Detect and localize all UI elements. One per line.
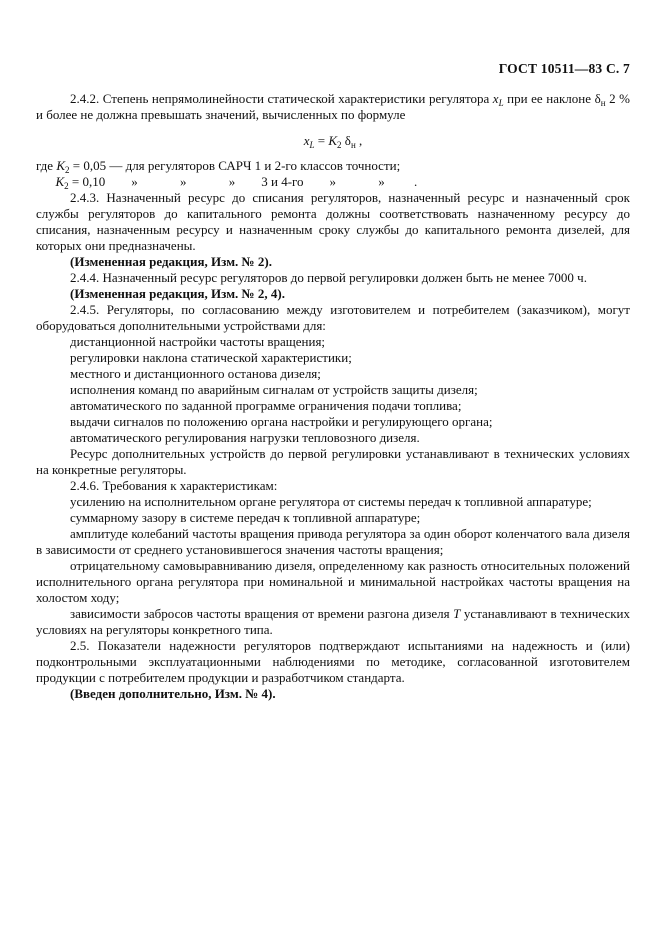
text-run: (Измененная редакция, Изм. № 2, 4).	[70, 286, 285, 301]
text-run: н	[350, 140, 356, 150]
text-run: 2.4.2. Степень непрямолинейности статической характеристики регулятора	[70, 91, 493, 106]
paragraph	[36, 334, 630, 350]
text-run: автоматического по заданной программе ограничения подачи топлива;	[70, 398, 462, 413]
text-run: x	[303, 133, 310, 148]
text-run: зависимости забросов частоты вращения от времени разгона дизеля	[70, 606, 454, 621]
paragraph	[36, 638, 630, 686]
text-run: при ее наклоне	[503, 91, 595, 106]
text-run: исполнения команд по аварийным сигналам от устройств защиты дизеля;	[70, 382, 478, 397]
text-run: усилению на исполнительном органе регулятора от системы передач к топливной аппаратуре;	[70, 494, 592, 509]
page-header: ГОСТ 10511—83 С. 7	[498, 61, 630, 76]
document-body	[36, 91, 630, 702]
paragraph	[36, 270, 630, 286]
text-run: L	[498, 98, 504, 108]
text-run: дистанционной настройки частоты вращения;	[70, 334, 326, 349]
paragraph	[36, 366, 630, 382]
text-run: L	[309, 140, 315, 150]
text-run: ,	[355, 133, 363, 148]
paragraph	[36, 446, 630, 478]
paragraph	[36, 350, 630, 366]
text-run: K	[55, 174, 65, 189]
paragraph	[36, 158, 630, 174]
text-run: регулировки наклона статической характеристики;	[70, 350, 352, 365]
paragraph	[36, 174, 630, 190]
text-run: (Измененная редакция, Изм. № 2).	[70, 254, 272, 269]
paragraph	[36, 133, 630, 149]
text-run: местного и дистанционного останова дизеля;	[70, 366, 321, 381]
text-run: отрицательному самовыравниванию дизеля, определенному как разность относительных положений исполнительного органа регулятора при номинальной и минимальной настройках частоты вращения на холостом ходу;	[36, 558, 630, 605]
text-run: 2.5. Показатели надежности регуляторов подтверждают испытаниями на надежность и (или) подконтрольными эксплуатационными наблюдениями по методике, согласованной изготовителем продукции с потребителем продукции и разработчиком стандарта.	[36, 638, 630, 685]
text-run: автоматического регулирования нагрузки тепловозного дизеля.	[70, 430, 420, 445]
text-run: δ	[341, 133, 351, 148]
paragraph	[36, 414, 630, 430]
text-run: 2 % и более не должна превышать значений, вычисленных по формуле	[36, 91, 630, 122]
text-run: выдачи сигналов по положению органа настройки и регулирующего органа;	[70, 414, 493, 429]
text-run: устанавливают в технических условиях на регуляторы конкретного типа.	[36, 606, 630, 637]
paragraph	[36, 510, 630, 526]
text-run: Т	[453, 606, 461, 621]
paragraph	[36, 382, 630, 398]
text-run: K	[328, 133, 338, 148]
paragraph	[36, 478, 630, 494]
text-run: =	[314, 133, 329, 148]
text-run	[36, 174, 56, 189]
text-run: амплитуде колебаний частоты вращения привода регулятора за один оборот коленчатого вала дизеля в зависимости от среднего установившегося значения частоты вращения;	[36, 526, 630, 557]
text-run: = 0,10 » » » 3 и 4-го » » .	[68, 174, 418, 189]
text-run: 2.4.6. Требования к характеристикам:	[70, 478, 278, 493]
text-run: 2.4.5. Регуляторы, по согласованию между изготовителем и потребителем (заказчиком), могут оборудоваться дополнительными устройствами для:	[36, 302, 630, 333]
text-run: 2.4.4. Назначенный ресурс регуляторов до первой регулировки должен быть не менее 7000 ч.	[70, 270, 587, 285]
text-run: 2	[337, 140, 342, 150]
paragraph	[36, 254, 630, 270]
paragraph	[36, 286, 630, 302]
paragraph	[36, 606, 630, 638]
paragraph	[36, 686, 630, 702]
text-run: суммарному зазору в системе передач к топливной аппаратуре;	[70, 510, 421, 525]
paragraph	[36, 558, 630, 606]
paragraph	[36, 190, 630, 254]
text-run: = 0,05 — для регуляторов САРЧ 1 и 2-го классов точности;	[69, 158, 401, 173]
paragraph	[36, 302, 630, 334]
paragraph	[36, 91, 630, 123]
paragraph	[36, 398, 630, 414]
text-run: K	[56, 158, 65, 173]
paragraph	[36, 494, 630, 510]
text-run: δ	[594, 91, 601, 106]
text-run: 2.4.3. Назначенный ресурс до списания регуляторов, назначенный ресурс и назначенный срок службы регуляторов до капитального ремонта должны соответствовать назначенному ресурсу до списания, назначенным ресурсу и назначенным сроку службы до капитального ремонта дизелей, для которых они предназначены.	[36, 190, 630, 253]
text-run: где	[36, 158, 57, 173]
paragraph	[36, 526, 630, 558]
text-run: Ресурс дополнительных устройств до первой регулировки устанавливают в технических условиях на конкретные регуляторы.	[36, 446, 630, 477]
paragraph	[36, 430, 630, 446]
text-run: 2	[65, 165, 70, 175]
text-run: x	[492, 91, 499, 106]
text-run: н	[600, 98, 606, 108]
text-run: 2	[64, 181, 69, 191]
text-run: (Введен дополнительно, Изм. № 4).	[70, 686, 276, 701]
